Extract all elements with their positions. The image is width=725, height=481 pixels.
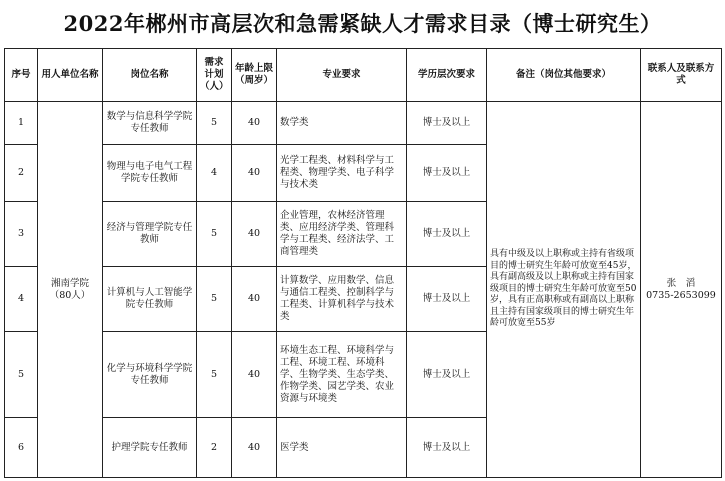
talent-demand-table (4, 48, 722, 478)
cell-position: 护理学院专任教师 (103, 418, 197, 478)
cell-education: 博士及以上 (407, 418, 487, 478)
header-unit: 用人单位名称 (38, 49, 103, 102)
cell-position: 化学与环境科学学院专任教师 (103, 332, 197, 418)
header-count: 需求计划（人） (197, 49, 232, 102)
cell-count: 5 (197, 202, 232, 267)
cell-age: 40 (232, 418, 277, 478)
header-contact: 联系人及联系方式 (641, 49, 722, 102)
cell-count: 5 (197, 267, 232, 332)
header-major: 专业要求 (277, 49, 407, 102)
cell-count: 2 (197, 418, 232, 478)
header-seq: 序号 (5, 49, 38, 102)
cell-seq: 1 (5, 102, 38, 145)
cell-seq: 4 (5, 267, 38, 332)
cell-remarks: 具有中级及以上职称或主持有省级项目的博士研究生年龄可放宽至45岁，具有副高级及以上职称或主持有国家级项目的博士研究生年龄可放宽至50岁，具有正高职称或有副高以上职称且主持有国家级项目的博士研究生年龄可放宽至55岁 (487, 102, 641, 478)
cell-position: 计算机与人工智能学院专任教师 (103, 267, 197, 332)
page-title: 2022年郴州市高层次和急需紧缺人才需求目录（博士研究生） (63, 11, 662, 36)
cell-education: 博士及以上 (407, 145, 487, 202)
cell-major: 环境生态工程、环境科学与工程、环境工程、环境科学、生物学类、生态学类、作物学类、园艺学类、农业资源与环境类 (277, 332, 407, 418)
cell-seq: 5 (5, 332, 38, 418)
contact-phone: 0735-2653099 (646, 289, 716, 301)
cell-major: 企业管理，农林经济管理类、应用经济学类、管理科学与工程类、经济法学、工商管理类 (277, 202, 407, 267)
cell-seq: 6 (5, 418, 38, 478)
header-remarks: 备注（岗位其他要求） (487, 49, 641, 102)
cell-education: 博士及以上 (407, 102, 487, 145)
cell-count: 4 (197, 145, 232, 202)
cell-education: 博士及以上 (407, 202, 487, 267)
cell-position: 物理与电子电气工程学院专任教师 (103, 145, 197, 202)
cell-major: 光学工程类、材料科学与工程类、物理学类、电子科学与技术类 (277, 145, 407, 202)
cell-major: 医学类 (277, 418, 407, 478)
cell-contact (641, 102, 722, 478)
header-position: 岗位名称 (103, 49, 197, 102)
cell-seq: 2 (5, 145, 38, 202)
cell-count: 5 (197, 332, 232, 418)
cell-major: 计算数学、应用数学、信息与通信工程类、控制科学与工程类、计算机科学与技术类 (277, 267, 407, 332)
table-row (5, 102, 722, 145)
cell-age: 40 (232, 102, 277, 145)
cell-unit: 湘南学院（80人） (38, 102, 103, 478)
cell-major: 数学类 (277, 102, 407, 145)
header-education: 学历层次要求 (407, 49, 487, 102)
cell-education: 博士及以上 (407, 267, 487, 332)
cell-position: 数学与信息科学学院专任教师 (103, 102, 197, 145)
cell-education: 博士及以上 (407, 332, 487, 418)
cell-count: 5 (197, 102, 232, 145)
cell-position: 经济与管理学院专任教师 (103, 202, 197, 267)
cell-seq: 3 (5, 202, 38, 267)
contact-name: 张 滔 (666, 277, 696, 289)
header-age: 年龄上限（周岁） (232, 49, 277, 102)
cell-age: 40 (232, 145, 277, 202)
cell-age: 40 (232, 202, 277, 267)
table-header-row (5, 49, 722, 102)
cell-age: 40 (232, 332, 277, 418)
cell-age: 40 (232, 267, 277, 332)
